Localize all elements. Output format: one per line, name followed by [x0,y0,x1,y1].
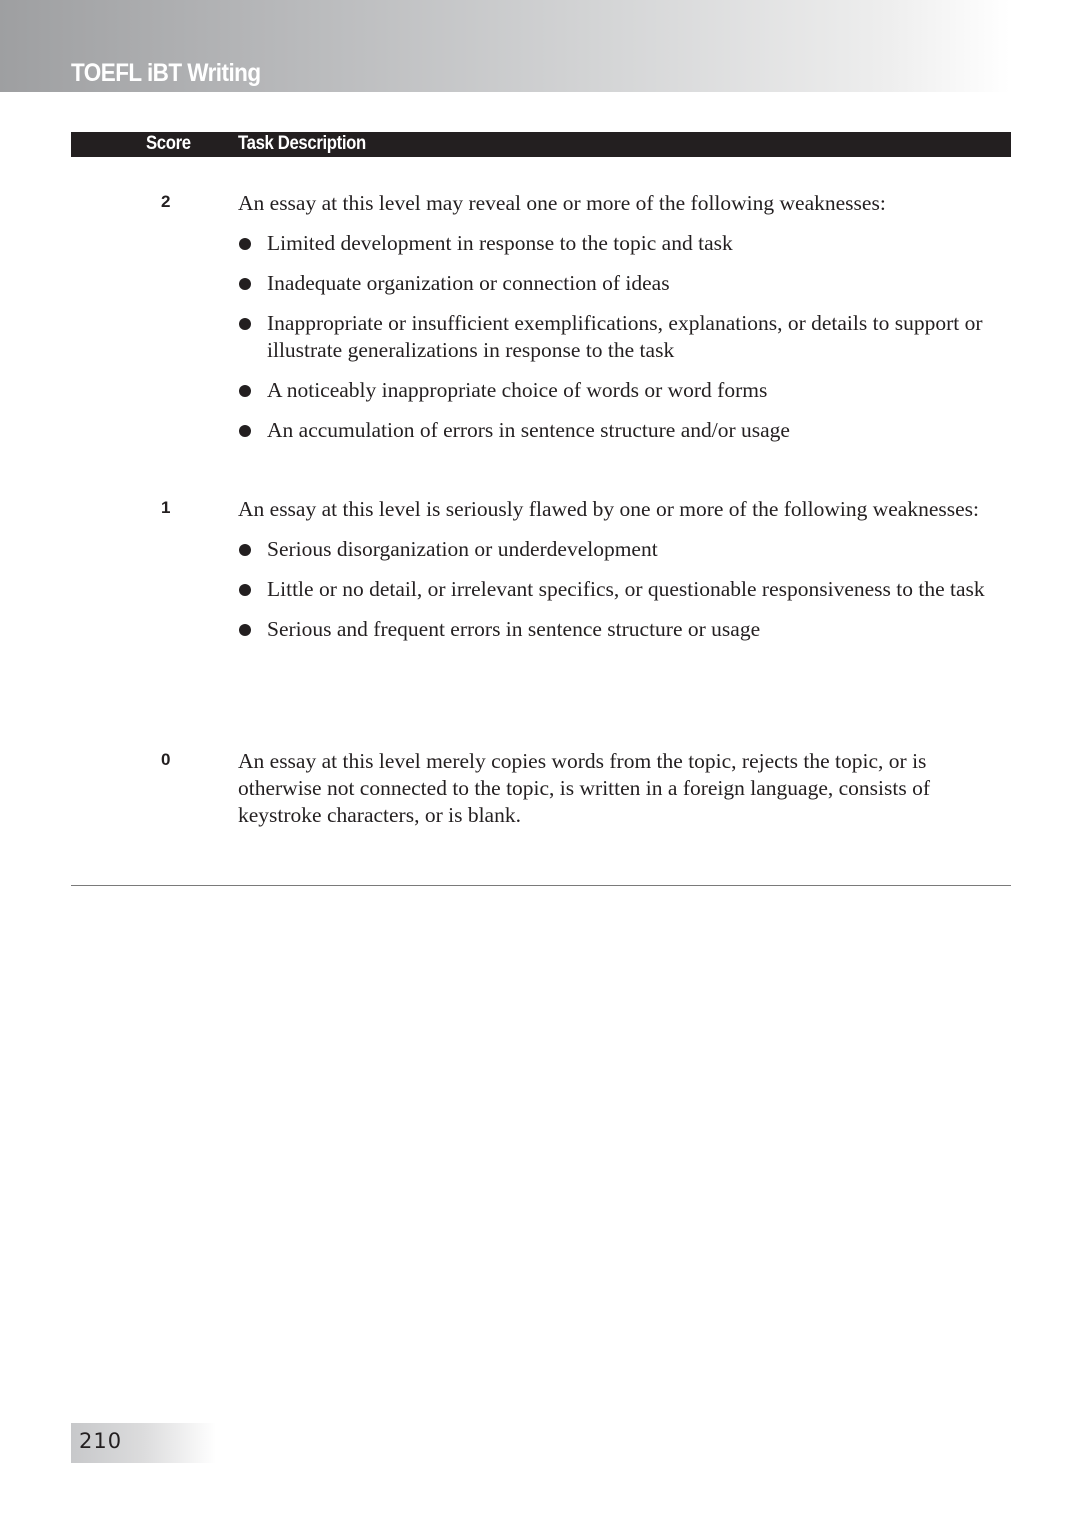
list-item: Little or no detail, or irrelevant specifics, or questionable responsiveness to the task [238,576,1008,603]
bullet-icon [239,624,251,636]
bullet-icon [239,278,251,290]
score-description [238,748,1008,829]
weakness-list [238,230,1008,444]
table-bottom-rule [71,885,1011,886]
list-item: Inadequate organization or connection of ideas [238,270,1008,297]
score-description [238,496,1008,643]
list-item: Serious and frequent errors in sentence structure or usage [238,616,1008,643]
bullet-icon [239,238,251,250]
page-number: 210 [79,1429,123,1453]
bullet-icon [239,544,251,556]
bullet-icon [239,584,251,596]
bullet-icon [239,425,251,437]
table-header-bar [71,132,1011,157]
page-header-title: TOEFL iBT Writing [71,59,261,87]
description-intro: An essay at this level merely copies words from the topic, rejects the topic, or is otherwise not connected to the topic, is written in a foreign language, consists of keystroke characters, or is blank. [238,749,930,827]
page-number-band [71,1423,216,1463]
list-item: Serious disorganization or underdevelopment [238,536,1008,563]
score-column-header: Score [146,133,191,154]
bullet-icon [239,385,251,397]
bullet-icon [239,318,251,330]
weakness-list [238,536,1008,643]
list-item: An accumulation of errors in sentence structure and/or usage [238,417,1008,444]
description-intro: An essay at this level may reveal one or more of the following weaknesses: [238,191,886,215]
score-description [238,190,1008,444]
score-value: 2 [161,192,171,211]
score-value: 0 [161,750,171,769]
list-item: Inappropriate or insufficient exemplifications, explanations, or details to support or illustrate generalizations in response to the task [238,310,1008,364]
description-intro: An essay at this level is seriously flawed by one or more of the following weaknesses: [238,497,979,521]
list-item: A noticeably inappropriate choice of words or word forms [238,377,1008,404]
list-item: Limited development in response to the topic and task [238,230,1008,257]
task-description-column-header: Task Description [238,133,366,154]
score-value: 1 [161,498,171,517]
